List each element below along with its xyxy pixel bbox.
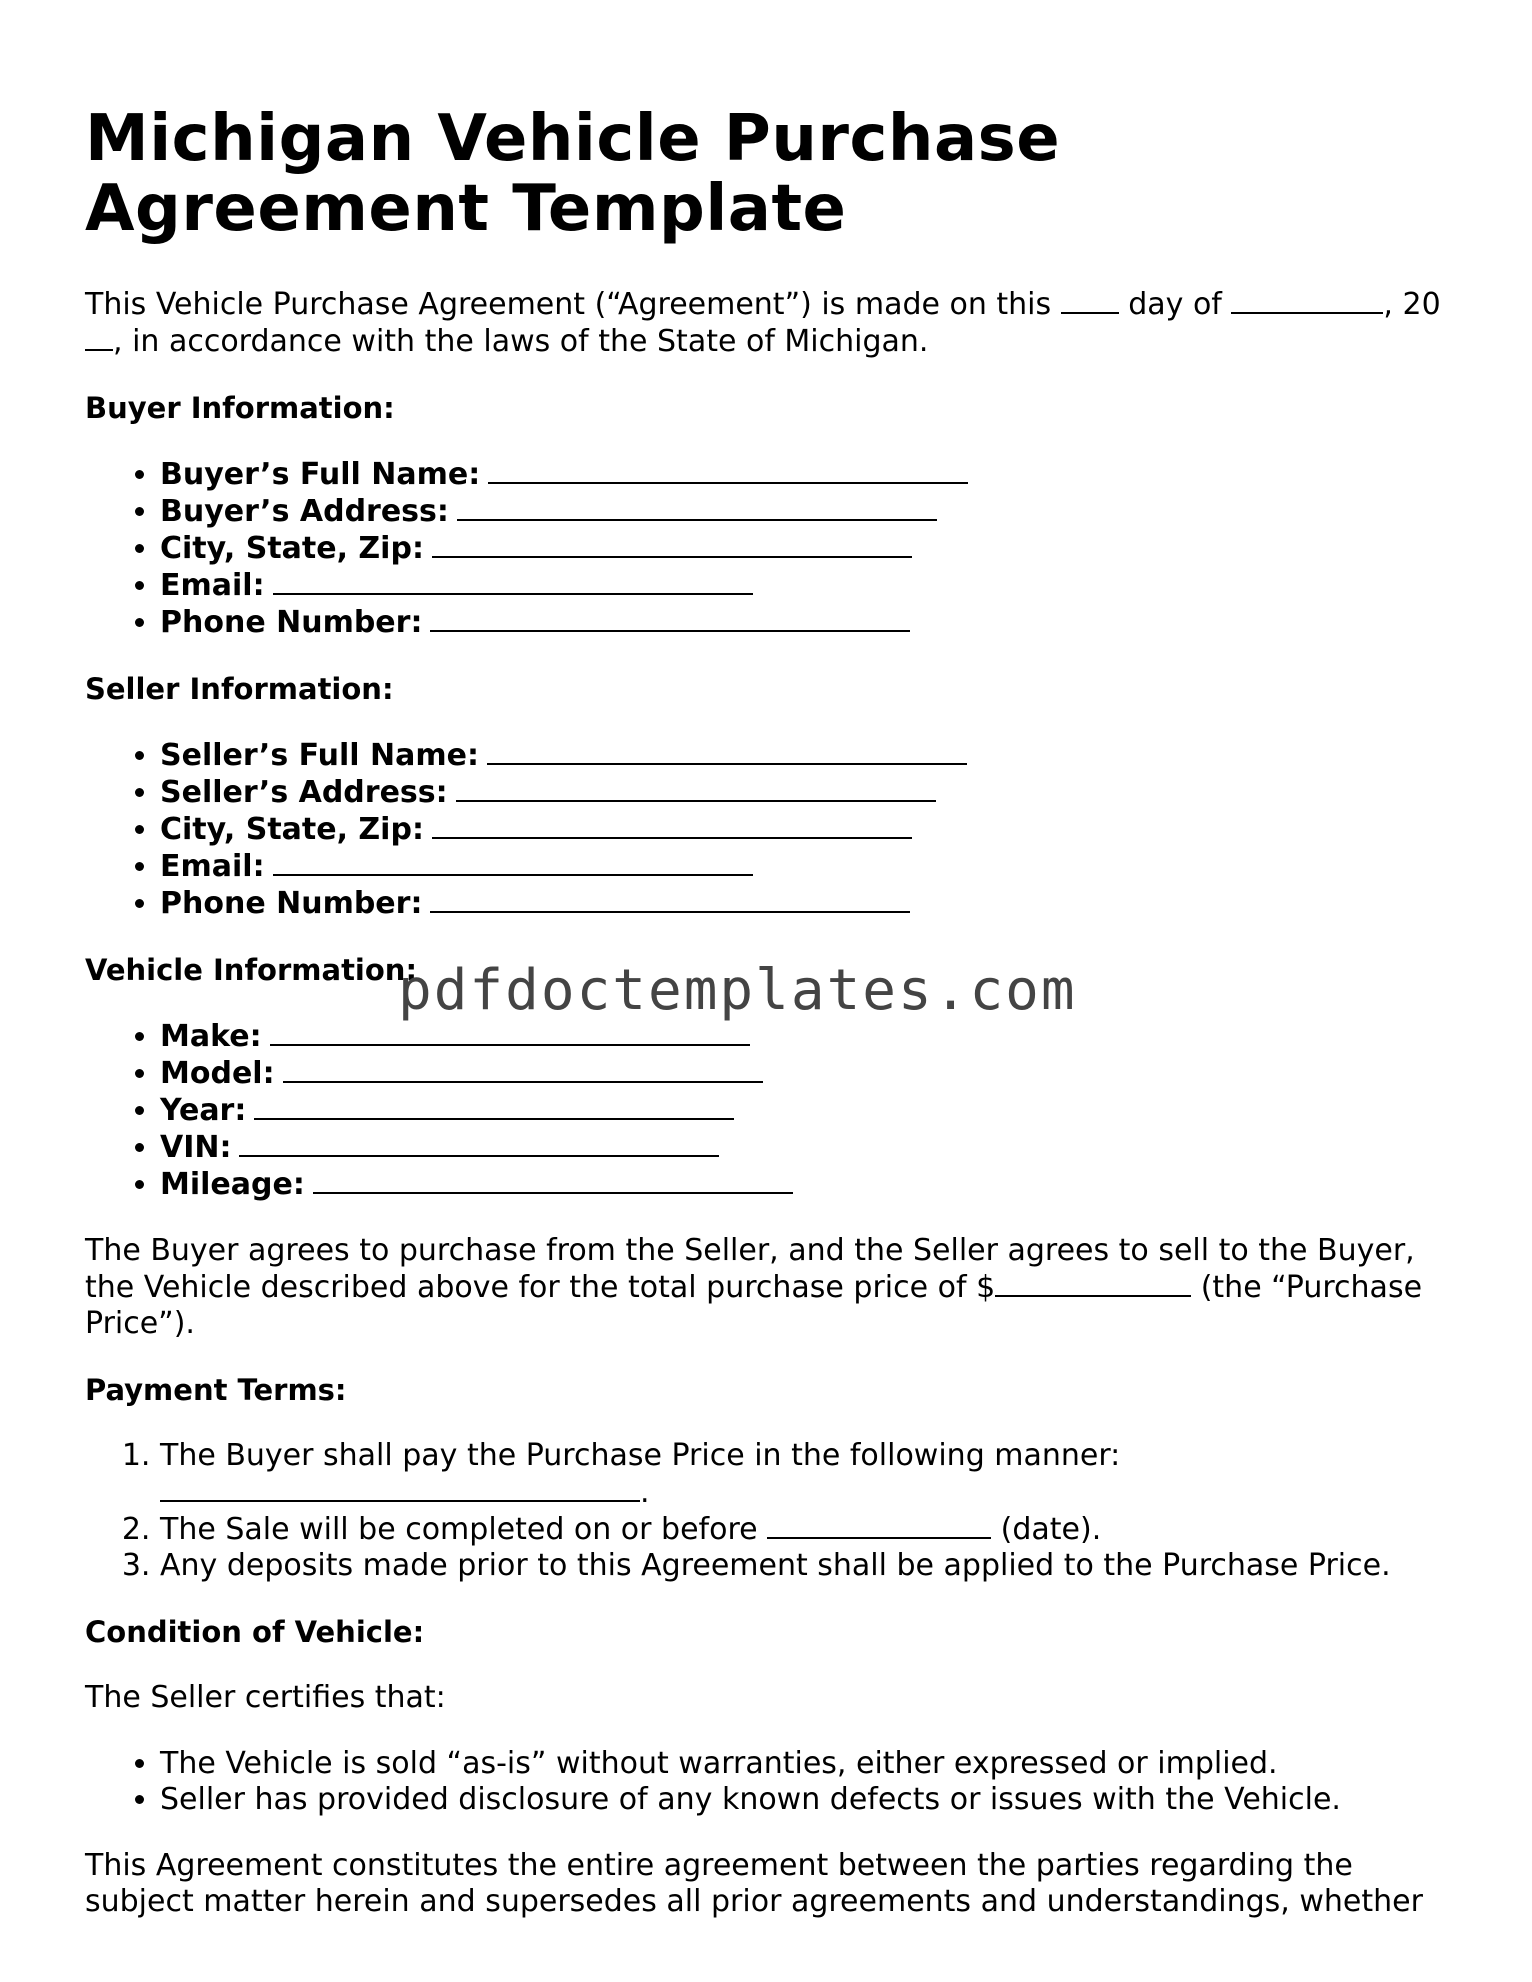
payment-manner-blank xyxy=(160,1474,640,1502)
payment-terms-list xyxy=(85,1438,1465,1584)
condition-list xyxy=(85,1746,1465,1818)
list-item: • Seller has provided disclosure of any known defects or issues with the Vehicle. xyxy=(160,1782,1465,1818)
list-item: • Phone Number: xyxy=(160,885,1465,922)
vehicle-model-blank xyxy=(283,1055,763,1083)
seller-address-blank xyxy=(456,774,936,802)
list-item: • Buyer’s Full Name: xyxy=(160,456,1465,493)
closing-paragraph: This Agreement constitutes the entire agreement between the parties regarding the subject matter herein and supersedes all prior agreements and understandings, whether xyxy=(85,1848,1423,1919)
list-item: 3. Any deposits made prior to this Agreement shall be applied to the Purchase Price. xyxy=(160,1548,1465,1584)
list-item: • VIN: xyxy=(160,1129,1465,1166)
list-item: • City, State, Zip: xyxy=(160,811,1465,848)
price-blank xyxy=(995,1269,1191,1297)
list-item: 2. The Sale will be completed on or before (date). xyxy=(160,1511,1465,1548)
seller-city-blank xyxy=(432,811,912,839)
payment-heading: Payment Terms: xyxy=(85,1373,347,1407)
buyer-fields-list xyxy=(85,456,1465,641)
buyer-name-blank xyxy=(488,456,968,484)
year-blank xyxy=(85,323,113,351)
completion-date-blank xyxy=(767,1511,991,1539)
list-item: • Year: xyxy=(160,1092,1465,1129)
month-blank xyxy=(1231,286,1383,314)
buyer-email-blank xyxy=(273,567,753,595)
vehicle-fields-list xyxy=(85,1018,1465,1203)
page-title: Michigan Vehicle Purchase Agreement Template xyxy=(85,102,1061,246)
list-item: • The Vehicle is sold “as-is” without warranties, either expressed or implied. xyxy=(160,1746,1465,1782)
intro-paragraph: This Vehicle Purchase Agreement (“Agreement”) is made on this day of , 20, in accordance with the laws of the State of Michigan. xyxy=(85,287,1441,359)
vehicle-vin-blank xyxy=(239,1129,719,1157)
vehicle-heading: Vehicle Information: xyxy=(85,953,418,987)
list-item: • Mileage: xyxy=(160,1166,1465,1203)
buyer-address-blank xyxy=(457,493,937,521)
condition-intro: The Seller certifies that: xyxy=(85,1680,446,1715)
list-item: • Seller’s Full Name: xyxy=(160,737,1465,774)
list-item: • Model: xyxy=(160,1055,1465,1092)
watermark-text: pdfdoctemplates.com xyxy=(398,958,1077,1023)
seller-email-blank xyxy=(273,848,753,876)
seller-phone-blank xyxy=(430,885,910,913)
list-item: • Seller’s Address: xyxy=(160,774,1465,811)
seller-fields-list xyxy=(85,737,1465,922)
day-blank xyxy=(1061,286,1119,314)
list-item: • Make: xyxy=(160,1018,1465,1055)
list-item: • Email: xyxy=(160,848,1465,885)
list-item: • City, State, Zip: xyxy=(160,530,1465,567)
buyer-heading: Buyer Information: xyxy=(85,391,395,425)
purchase-price-paragraph: The Buyer agrees to purchase from the Seller, and the Seller agrees to sell to the Buyer, the Vehicle described above for the total purchase price of $ (the “Purchase Price”). xyxy=(85,1233,1423,1341)
list-item: • Buyer’s Address: xyxy=(160,493,1465,530)
condition-heading: Condition of Vehicle: xyxy=(85,1615,425,1649)
list-item: • Email: xyxy=(160,567,1465,604)
seller-name-blank xyxy=(487,737,967,765)
vehicle-year-blank xyxy=(254,1092,734,1120)
vehicle-mileage-blank xyxy=(313,1166,793,1194)
seller-heading: Seller Information: xyxy=(85,672,394,706)
list-item: • Phone Number: xyxy=(160,604,1465,641)
list-item: 1. The Buyer shall pay the Purchase Price in the following manner: . xyxy=(160,1438,1465,1511)
buyer-phone-blank xyxy=(430,604,910,632)
buyer-city-blank xyxy=(432,530,912,558)
